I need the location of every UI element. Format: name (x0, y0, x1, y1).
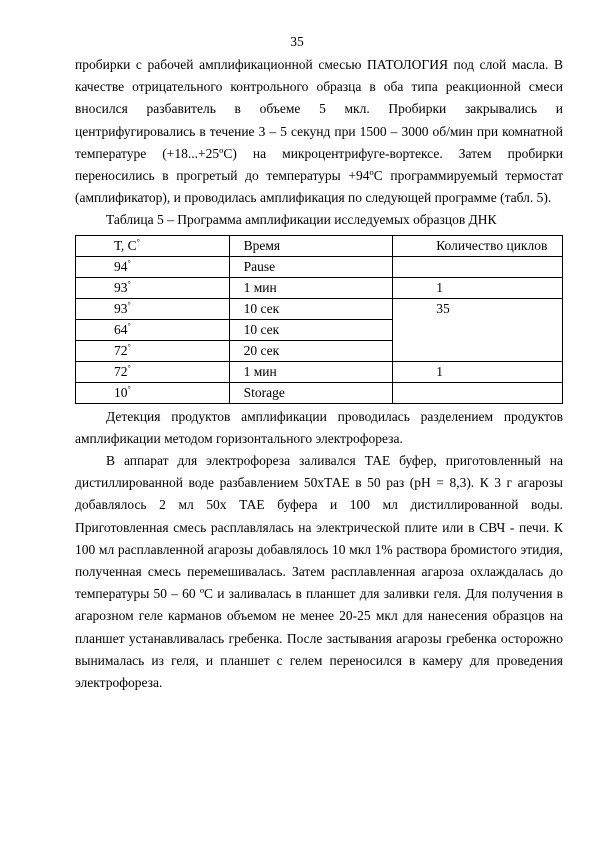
header-cycles: Количество циклов (393, 235, 563, 256)
page-number: 35 (290, 34, 304, 49)
cell-cycles (393, 382, 563, 403)
cell-temperature: 72° (76, 340, 230, 361)
table-caption: Таблица 5 – Программа амплификации исследуемых образцов ДНК (106, 212, 497, 228)
table-header-row (76, 235, 563, 256)
table-row (76, 382, 563, 403)
cell-time: Pause (229, 256, 393, 277)
cell-time: 1 мин (229, 277, 393, 298)
table-row (76, 361, 563, 382)
cell-time: 10 сек (229, 298, 393, 319)
cell-time: 10 сек (229, 319, 393, 340)
cell-time: 1 мин (229, 361, 393, 382)
cell-temperature: 93° (76, 298, 230, 319)
cell-temperature: 64° (76, 319, 230, 340)
table-row (76, 277, 563, 298)
cell-temperature: 94° (76, 256, 230, 277)
cell-temperature: 10° (76, 382, 230, 403)
cell-cycles: 1 (393, 361, 563, 382)
header-time: Время (229, 235, 393, 256)
document-body (75, 54, 563, 694)
header-temperature: Т, С° (76, 235, 230, 256)
cell-time: 20 сек (229, 340, 393, 361)
amplification-program-table (75, 235, 563, 404)
table-row (76, 256, 563, 277)
cell-temperature: 72° (76, 361, 230, 382)
table-row (76, 298, 563, 319)
cell-cycles (393, 256, 563, 277)
paragraph-electrophoresis: В аппарат для электрофореза заливался ТАЕ буфер, приготовленный на дистиллированной воде разбавлением 50хТАЕ в 50 раз (рН = 8,3). К 3 г агарозы добавлялось 2 мл 50х ТАЕ буфера и 100 мл дистиллированной воды. Приготовленная смесь расплавлялась на электрической плите или в СВЧ - печи. К 100 мл расплавленной агарозы добавлялось 10 мкл 1% раствора бромистого этидия, полученная смесь перемешивалась. Затем расплавленная агароза охлаждалась до температуры 50 – 60 ºС и заливалась в планшет для заливки геля. Для получения в агарозном геле карманов объемом не менее 20-25 мкл для нанесения образцов на планшет устанавливалась гребенка. После застывания агарозы гребенка осторожно вынималась из геля, и планшет с гелем переносился в камеру для проведения электрофореза. (75, 453, 563, 691)
paragraph-detection: Детекция продуктов амплификации проводилась разделением продуктов амплификации методом горизонтального электрофореза. (75, 408, 563, 446)
paragraph-intro: пробирки с рабочей амплификационной смесью ПАТОЛОГИЯ под слой масла. В качестве отрицательного контрольного образца в оба типа реакционной смеси вносился разбавитель в объеме 5 мкл. Пробирки закрывались и центрифугировались в течение 3 – 5 секунд при 1500 – 3000 об/мин при комнатной температуре (+18...+25ºС) на микроцентрифуге-вортексе. Затем пробирки переносились в прогретый до температуры +94ºС программируемый термостат (амплификатор), и проводилась амплификация по следующей программе (табл. 5). (75, 57, 563, 206)
cell-cycles-merged: 35 (393, 298, 563, 361)
cell-time: Storage (229, 382, 393, 403)
cell-cycles: 1 (393, 277, 563, 298)
cell-temperature: 93° (76, 277, 230, 298)
